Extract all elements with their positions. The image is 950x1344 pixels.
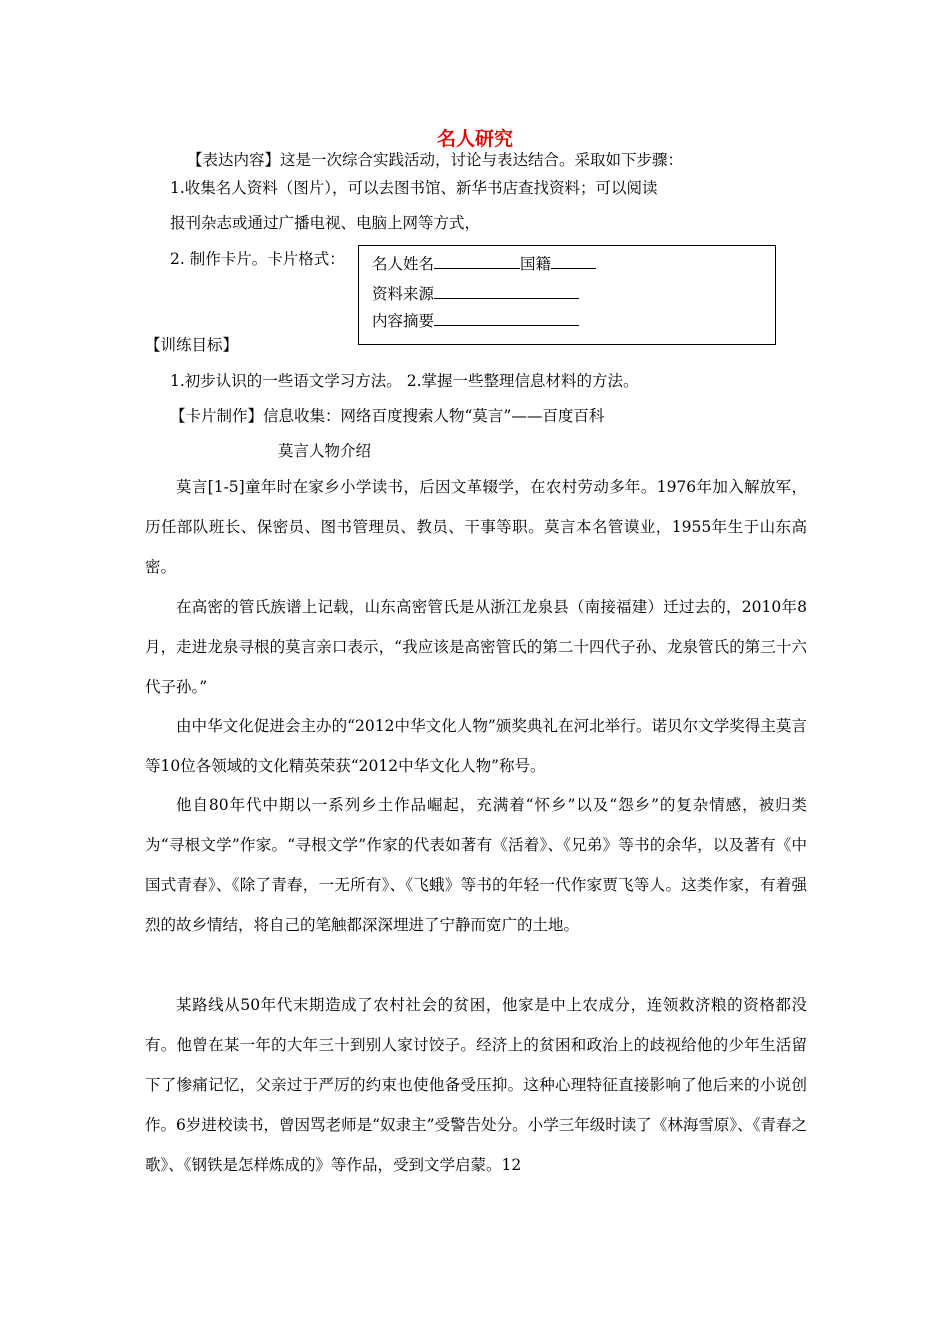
goals-items: 1.初步认识的一些语文学习方法。 2.掌握一些整理信息材料的方法。 xyxy=(170,372,639,390)
step-2-line: 2. 制作卡片。卡片格式： xyxy=(170,250,345,268)
paragraph-2: 在高密的管氏族谱上记载，山东高密管氏是从浙江龙泉县（南接福建）迁过去的，2010年8月，走进龙泉寻根的莫言亲口表示，“我应该是高密管氏的第二十四代子孙、龙泉管氏的第三十六代子孙。” xyxy=(145,598,807,696)
summary-blank-line xyxy=(434,310,579,326)
intro-heading: 【表达内容】这是一次综合实践活动，讨论与表达结合。采取如下步骤： xyxy=(187,151,684,169)
source-blank-line xyxy=(434,283,579,299)
card-template-box xyxy=(358,245,776,345)
page-title: 名人研究 xyxy=(436,128,513,150)
paragraph-4: 他自80年代中期以一系列乡土作品崛起，充满着“怀乡”以及“怨乡”的复杂情感，被归类为“寻根文学”作家。“寻根文学”作家的代表如著有《活着》、《兄弟》等书的余华，以及著有《中国式青春》、《除了青春，一无所有》、《飞蛾》等书的年轻一代作家贾飞等人。这类作家，有着强烈的故乡情结，将自己的笔触都深深埋进了宁静而宽广的土地。 xyxy=(145,796,807,934)
card-making-line: 【卡片制作】信息收集：网络百度搜索人物“莫言”——百度百科 xyxy=(170,407,605,425)
goals-heading: 【训练目标】 xyxy=(145,336,239,354)
step-1-line-a: 1.收集名人资料（图片），可以去图书馆、新华书店查找资料；可以阅读 xyxy=(170,179,658,197)
paragraph-1: 莫言[1-5]童年时在家乡小学读书，后因文革辍学，在农村劳动多年。1976年加入解放军，历任部队班长、保密员、图书管理员、教员、干事等职。莫言本名管谟业，1955年生于山东高密。 xyxy=(145,478,807,576)
name-blank-line xyxy=(434,253,520,269)
card-summary-label: 内容摘要 xyxy=(372,312,435,330)
paragraph-5: 某路线从50年代末期造成了农村社会的贫困，他家是中上农成分，连领救济粮的资格都没有。他曾在某一年的大年三十到别人家讨饺子。经济上的贫困和政治上的歧视给他的少年生活留下了惨痛记忆，父亲过于严厉的约束也使他备受压抑。这种心理特征直接影响了他后来的小说创作。6岁进校读书，曾因骂老师是“奴隶主”受警告处分。小学三年级时读了《林海雪原》、《青春之歌》、《钢铁是怎样炼成的》等作品，受到文学启蒙。12 xyxy=(145,996,807,1174)
card-source-label: 资料来源 xyxy=(372,285,435,303)
person-intro-subtitle: 莫言人物介绍 xyxy=(278,442,372,460)
card-source-row xyxy=(372,283,579,304)
card-summary-row xyxy=(372,310,579,331)
paragraph-3: 由中华文化促进会主办的“2012中华文化人物”颁奖典礼在河北举行。诺贝尔文学奖得主莫言等10位各领域的文化精英荣获“2012中华文化人物”称号。 xyxy=(145,717,807,775)
card-nationality-label: 国籍 xyxy=(520,255,552,273)
card-name-row xyxy=(372,253,596,274)
card-name-label: 名人姓名 xyxy=(372,255,435,273)
nationality-blank-line xyxy=(551,253,596,269)
step-1-line-b: 报刊杂志或通过广播电视、电脑上网等方式， xyxy=(170,214,481,232)
